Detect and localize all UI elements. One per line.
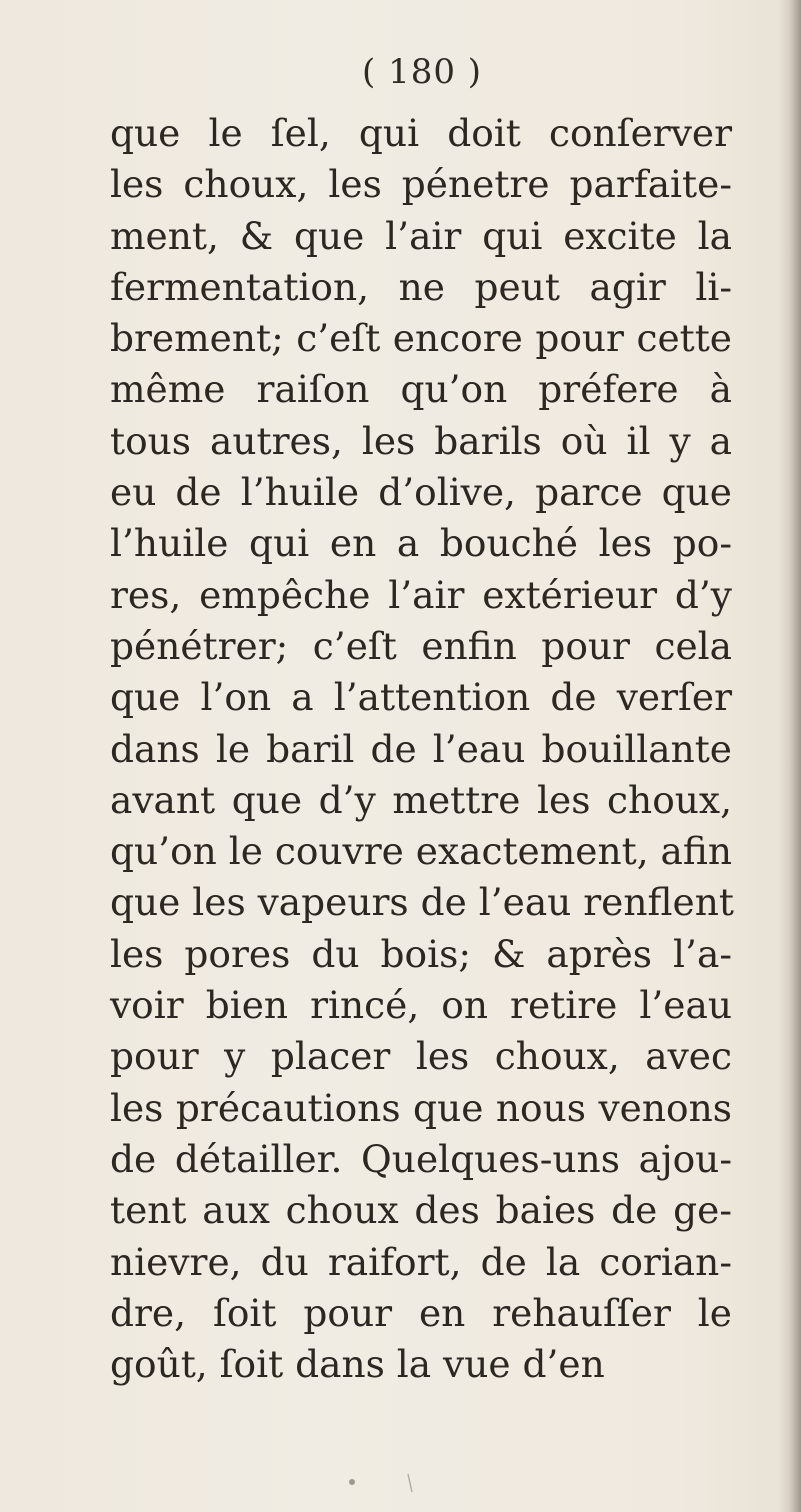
- text-line: dre, ſoit pour en rehauſſer le: [110, 1290, 732, 1335]
- text-line: goût, ſoit dans la vue d’en: [110, 1342, 605, 1387]
- text-line: les précautions que nous venons: [110, 1085, 732, 1130]
- text-line: que les vapeurs de l’eau renflent: [110, 880, 734, 925]
- text-line: ment, & que l’air qui excite la: [110, 213, 732, 258]
- text-line: pour y placer les choux, avec: [110, 1034, 732, 1079]
- text-line: eu de l’huile d’olive, parce que: [110, 470, 732, 515]
- text-line: les choux, les pénetre parfaite-: [110, 162, 732, 207]
- text-line: fermentation, ne peut agir li-: [110, 264, 732, 309]
- text-line: pénétrer; c’eſt enfin pour cela: [110, 623, 732, 668]
- text-line: que l’on a l’attention de verſer: [110, 675, 732, 720]
- text-line: voir bien rincé, on retire l’eau: [110, 983, 732, 1028]
- text-line: dans le baril de l’eau bouillante: [110, 726, 732, 771]
- text-line: les pores du bois; & après l’a-: [110, 931, 732, 976]
- text-line: tent aux choux des baies de ge-: [110, 1188, 732, 1233]
- text-line: brement; c’eſt encore pour cette: [110, 316, 732, 361]
- text-line: de détailler. Quelques-uns ajou-: [110, 1136, 732, 1181]
- text-line: tous autres, les barils où il y a: [110, 418, 732, 463]
- text-line: res, empêche l’air extérieur d’y: [110, 572, 732, 617]
- ink-specks: [330, 1470, 450, 1500]
- text-line: que le ſel, qui doit conſerver: [110, 111, 732, 155]
- text-line: nievre, du raifort, de la corian-: [110, 1239, 732, 1284]
- text-line: avant que d’y mettre les choux,: [110, 777, 732, 822]
- text-line: même raiſon qu’on préfere à: [110, 367, 732, 412]
- page-edge-shadow: [779, 0, 801, 1512]
- page-number-header: ( 180 ): [362, 52, 483, 92]
- body-text: [110, 108, 732, 1390]
- text-line: qu’on le couvre exactement, afin: [110, 829, 733, 874]
- text-line: l’huile qui en a bouché les po-: [110, 521, 732, 566]
